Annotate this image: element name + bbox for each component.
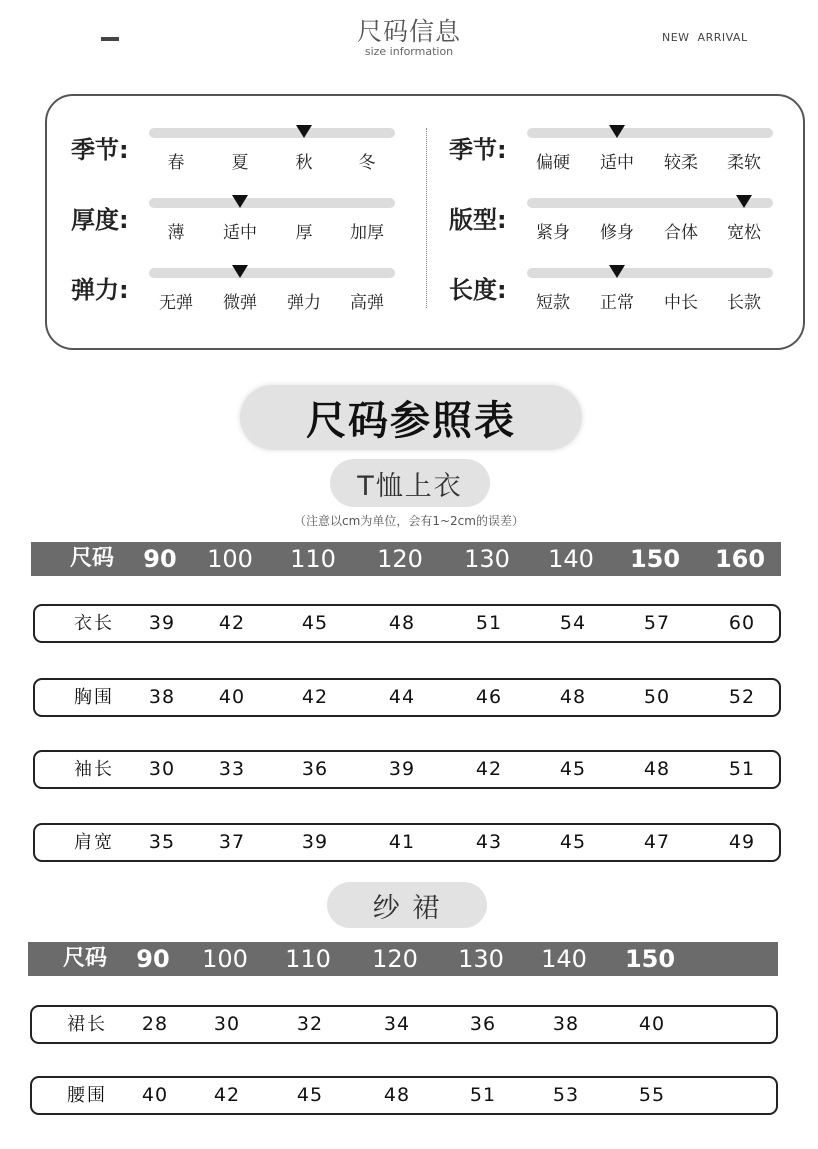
table-row bbox=[30, 1076, 778, 1115]
attribute-option: 合体 bbox=[664, 223, 698, 243]
page-title: 尺码信息 bbox=[356, 17, 461, 46]
row-value: 33 bbox=[218, 758, 246, 780]
row-value: 42 bbox=[301, 686, 329, 708]
row-value: 40 bbox=[638, 1013, 666, 1035]
size-header-value: 160 bbox=[714, 545, 766, 573]
row-value: 45 bbox=[301, 612, 329, 634]
attribute-track bbox=[527, 128, 773, 138]
row-value: 48 bbox=[383, 1084, 411, 1106]
attribute-track bbox=[149, 128, 395, 138]
attribute-option: 无弹 bbox=[159, 293, 193, 313]
attribute-label: 季节: bbox=[449, 136, 507, 164]
attribute-option: 紧身 bbox=[536, 223, 570, 243]
row-value: 35 bbox=[148, 831, 176, 853]
row-value: 57 bbox=[643, 612, 671, 634]
row-value: 48 bbox=[643, 758, 671, 780]
attribute-label: 版型: bbox=[449, 206, 507, 234]
row-label: 裙长 bbox=[67, 1014, 107, 1035]
attribute-option: 偏硬 bbox=[536, 153, 570, 173]
size-header-value: 120 bbox=[372, 945, 418, 973]
size-header-value: 90 bbox=[136, 945, 170, 973]
new-arrival-label: NEW ARRIVAL bbox=[662, 31, 748, 44]
row-value: 48 bbox=[559, 686, 587, 708]
size-header-label: 尺码 bbox=[62, 946, 107, 971]
row-value: 39 bbox=[301, 831, 329, 853]
page-subtitle: size information bbox=[364, 45, 454, 58]
row-value: 45 bbox=[559, 831, 587, 853]
row-value: 36 bbox=[301, 758, 329, 780]
row-value: 36 bbox=[469, 1013, 497, 1035]
row-label: 胸围 bbox=[74, 687, 114, 708]
row-value: 45 bbox=[559, 758, 587, 780]
row-value: 51 bbox=[728, 758, 756, 780]
row-value: 42 bbox=[475, 758, 503, 780]
attribute-track bbox=[527, 268, 773, 278]
row-value: 52 bbox=[728, 686, 756, 708]
row-value: 42 bbox=[218, 612, 246, 634]
row-label: 袖长 bbox=[74, 759, 114, 780]
row-value: 41 bbox=[388, 831, 416, 853]
attribute-option: 春 bbox=[167, 153, 185, 173]
row-value: 47 bbox=[643, 831, 671, 853]
row-value: 46 bbox=[475, 686, 503, 708]
attribute-label: 弹力: bbox=[71, 276, 129, 304]
size-header-bar bbox=[31, 542, 781, 576]
row-value: 50 bbox=[643, 686, 671, 708]
selected-marker-icon bbox=[232, 195, 248, 208]
row-label: 肩宽 bbox=[74, 832, 114, 853]
table-row bbox=[33, 678, 781, 717]
table-row bbox=[33, 750, 781, 789]
attribute-track bbox=[149, 198, 395, 208]
row-value: 34 bbox=[383, 1013, 411, 1035]
size-header-value: 150 bbox=[629, 545, 681, 573]
attribute-option: 厚 bbox=[295, 223, 313, 243]
row-value: 38 bbox=[552, 1013, 580, 1035]
attribute-option: 微弹 bbox=[223, 293, 257, 313]
size-header-value: 110 bbox=[290, 545, 336, 573]
row-value: 51 bbox=[469, 1084, 497, 1106]
attribute-option: 适中 bbox=[600, 153, 634, 173]
row-value: 30 bbox=[148, 758, 176, 780]
size-header-value: 140 bbox=[548, 545, 594, 573]
skirt-section-title: 纱 裙 bbox=[327, 882, 487, 928]
attribute-option: 冬 bbox=[358, 153, 376, 173]
attribute-option: 中长 bbox=[664, 293, 698, 313]
row-value: 30 bbox=[213, 1013, 241, 1035]
size-header-value: 100 bbox=[202, 945, 248, 973]
tshirt-section-title: T恤上衣 bbox=[330, 459, 490, 507]
row-value: 38 bbox=[148, 686, 176, 708]
row-value: 40 bbox=[218, 686, 246, 708]
row-value: 42 bbox=[213, 1084, 241, 1106]
row-value: 39 bbox=[388, 758, 416, 780]
attribute-track bbox=[149, 268, 395, 278]
row-value: 49 bbox=[728, 831, 756, 853]
size-header-value: 150 bbox=[624, 945, 676, 973]
attribute-option: 适中 bbox=[223, 223, 257, 243]
row-value: 51 bbox=[475, 612, 503, 634]
selected-marker-icon bbox=[609, 265, 625, 278]
row-label: 腰围 bbox=[67, 1085, 107, 1106]
row-value: 28 bbox=[141, 1013, 169, 1035]
selected-marker-icon bbox=[736, 195, 752, 208]
attribute-divider bbox=[426, 128, 427, 308]
attribute-option: 秋 bbox=[295, 153, 313, 173]
attribute-option: 长款 bbox=[727, 293, 761, 313]
row-value: 45 bbox=[296, 1084, 324, 1106]
selected-marker-icon bbox=[609, 125, 625, 138]
selected-marker-icon bbox=[296, 125, 312, 138]
size-header-value: 130 bbox=[464, 545, 510, 573]
row-label: 衣长 bbox=[74, 613, 114, 634]
size-header-value: 90 bbox=[143, 545, 177, 573]
attribute-option: 宽松 bbox=[727, 223, 761, 243]
size-header-value: 110 bbox=[285, 945, 331, 973]
attribute-option: 短款 bbox=[536, 293, 570, 313]
attribute-label: 季节: bbox=[71, 136, 129, 164]
attribute-option: 加厚 bbox=[350, 223, 384, 243]
row-value: 37 bbox=[218, 831, 246, 853]
row-value: 39 bbox=[148, 612, 176, 634]
attribute-option: 较柔 bbox=[664, 153, 698, 173]
table-row bbox=[33, 823, 781, 862]
attribute-label: 厚度: bbox=[71, 206, 129, 234]
row-value: 43 bbox=[475, 831, 503, 853]
attribute-option: 薄 bbox=[167, 223, 185, 243]
size-chart-title: 尺码参照表 bbox=[240, 385, 582, 450]
selected-marker-icon bbox=[232, 265, 248, 278]
attribute-option: 修身 bbox=[600, 223, 634, 243]
row-value: 40 bbox=[141, 1084, 169, 1106]
attribute-option: 柔软 bbox=[727, 153, 761, 173]
attribute-option: 正常 bbox=[600, 293, 634, 313]
row-value: 48 bbox=[388, 612, 416, 634]
size-header-value: 100 bbox=[207, 545, 253, 573]
row-value: 53 bbox=[552, 1084, 580, 1106]
attribute-option: 夏 bbox=[231, 153, 249, 173]
row-value: 44 bbox=[388, 686, 416, 708]
size-header-label: 尺码 bbox=[69, 546, 114, 571]
size-header-value: 140 bbox=[541, 945, 587, 973]
size-header-value: 120 bbox=[377, 545, 423, 573]
attribute-option: 弹力 bbox=[287, 293, 321, 313]
row-value: 32 bbox=[296, 1013, 324, 1035]
row-value: 54 bbox=[559, 612, 587, 634]
attribute-label: 长度: bbox=[449, 276, 507, 304]
row-value: 55 bbox=[638, 1084, 666, 1106]
attribute-option: 高弹 bbox=[350, 293, 384, 313]
row-value: 60 bbox=[728, 612, 756, 634]
measurement-note: （注意以cm为单位，会有1~2cm的误差） bbox=[294, 514, 524, 528]
size-header-value: 130 bbox=[458, 945, 504, 973]
table-row bbox=[30, 1005, 778, 1044]
table-row bbox=[33, 604, 781, 643]
size-header-bar bbox=[28, 942, 778, 976]
